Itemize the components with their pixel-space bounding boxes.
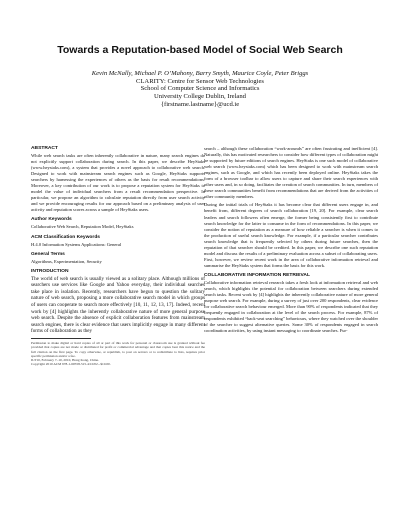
introduction-heading: INTRODUCTION: [31, 268, 69, 274]
affiliation-university: University College Dublin, Ireland: [154, 93, 246, 101]
abstract-text: While web search tasks are often inherently collaborative in nature, many search engines do not explicitly support collaboration during search. In this paper, we describe HeyStaks (www.heystaks.com), a system that provides a novel approach to collaborative web search. Designed to work with mainstream search engines such as Google, HeyStaks supports searchers by harnessing the experiences of others as the basis for result recommendations. Moreover, a key contribution of our work is to propose a reputation system for HeyStaks to model the value of individual searchers from a result recommendation perspective. In particular, we propose an algorithm to calculate reputation directly from user search activity and we provide encouraging results for our approach based on a preliminary analysis of user activity and reputation scores across a sample of HeyStaks users.: [31, 153, 205, 213]
keywords-heading: Author Keywords: [31, 217, 72, 223]
keywords-text: Collaborative Web Search, Reputation Model, HeyStaks: [31, 224, 134, 230]
author-email: {firstname.lastname}@ucd.ie: [160, 100, 240, 108]
conference-line: IUI'10, February 7–10, 2010, Hong Kong, China.: [31, 358, 99, 363]
abstract-heading: ABSTRACT: [31, 146, 58, 151]
affiliation-school: School of Computer Science and Informatics: [140, 85, 260, 93]
acm-classification-heading: ACM Classification Keywords: [31, 234, 101, 240]
collaborative-ir-heading: COLLABORATIVE INFORMATION RETRIEVAL: [204, 272, 310, 278]
right-column: [204, 146, 378, 336]
footnote-divider: [31, 338, 91, 339]
general-terms-text: Algorithms, Experimentation, Security: [31, 258, 102, 264]
permission-notice: Permission to make digital or hard copies of all or part of this work for personal or classroom use is granted without fee provided that copies are not made or distributed for profit or commercial advantage and that copies bear this notice and the full citation on the first page. To copy otherwise, or republish, to post on servers or to redistribute to lists, requires prior specific permission and/or a fee.: [31, 340, 205, 358]
paper-title: Towards a Reputation-based Model of Social Web Search: [57, 44, 343, 56]
affiliation-centre: CLARITY: Centre for Sensor Web Technologies: [136, 77, 264, 85]
author-block: [20, 70, 380, 109]
copyright-line: Copyright 2010 ACM 978-1-60558-515-4/10/02...$10.00.: [31, 362, 111, 367]
acm-classification-text: H.4.0 Information Systems Applications: General: [31, 241, 122, 247]
intro-continued-paragraph-2: During the initial trials of HeyStaks it has become clear that different users engage in, and benefit from, different degrees of search collaboration [19, 20]. For example, clear search leaders and search followers often emerge, the former being consistently first to contribute search knowledge for the latter to consume in the form of recommendations. In this paper, we consider the notion of reputation as a measure of how reliable a searcher is when it comes to the production of useful search knowledge. For example, if a particular searcher contributes search knowledge that is frequently selected by others during future searches, then the reputation of that searcher should be credited. In this paper, we describe one such reputation model and discuss the results of a preliminary evaluation across a subset of collaborating users. First, however, we review recent work in the area of collaborative information retrieval and summarise the HeyStaks system that forms the basis for this work.: [204, 202, 378, 268]
left-column: [31, 146, 205, 367]
copyright-footnote: [31, 341, 205, 367]
introduction-text: The world of web search is usually viewed as a solitary place. Although millions of searchers use services like Google and Yahoo everyday, their individual searches take place in isolation. Recently, researchers have begun to question the solitary nature of web search, proposing a more collaborative search model in which groups of users can cooperate to search more effectively [10, 11, 12, 13, 17]. Indeed, recent work by [4] highlights the inherently collaborative nature of more general purpose web search. Despite the absence of explicit collaboration features from mainstream search engines, there is clear evidence that users implicitly engage in many different forms of collaboration as they: [31, 275, 205, 335]
intro-continued-paragraph-1: search – although these collaboration “work-arounds” are often frustrating and inefficient [4]. Naturally, this has motivated researchers to consider how different types of collaboration might be supported by future editions of search engines. HeyStaks is one such model of collaborative web search (www.heystaks.com) which has been designed to work with mainstream search engines, such as Google, and which has recently been deployed online. HeyStaks takes the form of a browser toolbar to allow users to capture and share their search experiences with other users and, in so doing, facilitates the creation of search communities. In turn, members of these search communities benefit from recommendations that are derived from the activities of other community members.: [204, 146, 378, 200]
collaborative-ir-text: Collaborative information retrieval research takes a fresh look at information retrieval and web search, which highlights the potential for collaboration between searchers during extended search tasks. Recent work by [4] highlights the inherently collaborative nature of more general purpose web search. For example, during a survey of just over 200 respondents, clear evidence for collaborative search behaviour emerged. More than 90% of respondents indicated that they frequently engaged in collaboration at the level of the search process. For example, 87% of respondents exhibited “back-seat searching” behaviours, where they watched over the shoulder of the searcher to suggest alternative queries. Some 30% of respondents engaged in search coordination activities, by using instant messaging to coordinate searches. Fur-: [204, 279, 378, 334]
general-terms-heading: General Terms: [31, 251, 65, 257]
author-names: Kevin McNally, Michael P. O’Mahony, Barry Smyth, Maurice Coyle, Peter Briggs: [91, 70, 309, 77]
